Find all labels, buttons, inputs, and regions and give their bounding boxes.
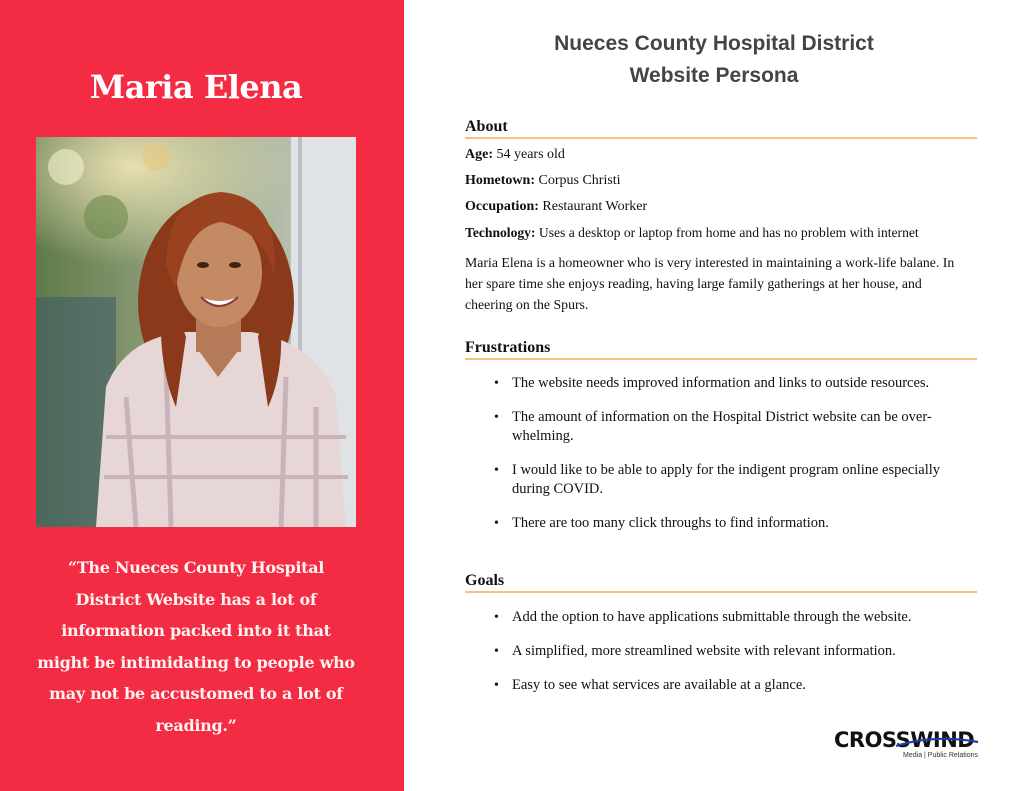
about-description: Maria Elena is a homeowner who is very interested in maintaining a work-life balane. In her spare time she enjoys reading, having large family gatherings at her house, and cheering on the Spurs.: [465, 255, 955, 312]
goals-list: [494, 608, 974, 695]
occupation-field: [465, 199, 985, 215]
hometown-field: [465, 173, 985, 189]
goal-item: • Add the option to have applications submittable through the website.: [494, 608, 974, 627]
frustration-item: • There are too many click throughs to find information.: [494, 514, 974, 533]
logo-swoosh-icon: [894, 732, 980, 750]
age-field: [465, 147, 985, 163]
technology-field: [465, 225, 985, 241]
occupation-label: Occupation:: [465, 199, 539, 214]
age-value: 54 years old: [493, 147, 565, 162]
logo-subtitle: Media | Public Relations: [903, 752, 978, 759]
technology-value: Uses a desktop or laptop from home and has no problem with internet: [535, 225, 919, 240]
goal-item: • Easy to see what services are available at a glance.: [494, 676, 974, 695]
title-line-2: Website Persona: [629, 64, 799, 87]
occupation-value: Restaurant Worker: [538, 199, 648, 214]
logo-wordmark: CROSSWIND: [834, 728, 975, 752]
goal-item: • A simplified, more streamlined website with relevant information.: [494, 642, 974, 661]
hometown-label: Hometown:: [465, 173, 535, 188]
left-panel: [0, 0, 404, 791]
persona-quote: “The Nueces County Hospital District Website has a lot of information packed into it that might be intimidating to people who may not be accustomed to a lot of reading.”: [37, 558, 355, 735]
document-title: [514, 28, 914, 92]
age-label: Age:: [465, 147, 493, 162]
technology-label: Technology:: [465, 225, 536, 240]
title-line-1: Nueces County Hospital District: [554, 32, 874, 55]
about-heading: About: [465, 118, 977, 139]
persona-photo: [36, 137, 356, 527]
frustration-item: • I would like to be able to apply for the indigent program online especially during COVID.: [494, 461, 974, 499]
goals-heading: Goals: [465, 572, 977, 593]
right-panel: [404, 0, 1024, 791]
frustrations-heading: Frustrations: [465, 339, 977, 360]
crosswind-logo: [834, 728, 980, 764]
frustration-item: • The amount of information on the Hospital District website can be over-whelming.: [494, 408, 974, 446]
persona-photo-illustration: [36, 137, 356, 527]
persona-name: Maria Elena: [89, 68, 303, 106]
hometown-value: Corpus Christi: [535, 173, 621, 188]
frustrations-list: [494, 374, 974, 533]
frustration-item: • The website needs improved information and links to outside resources.: [494, 374, 974, 393]
